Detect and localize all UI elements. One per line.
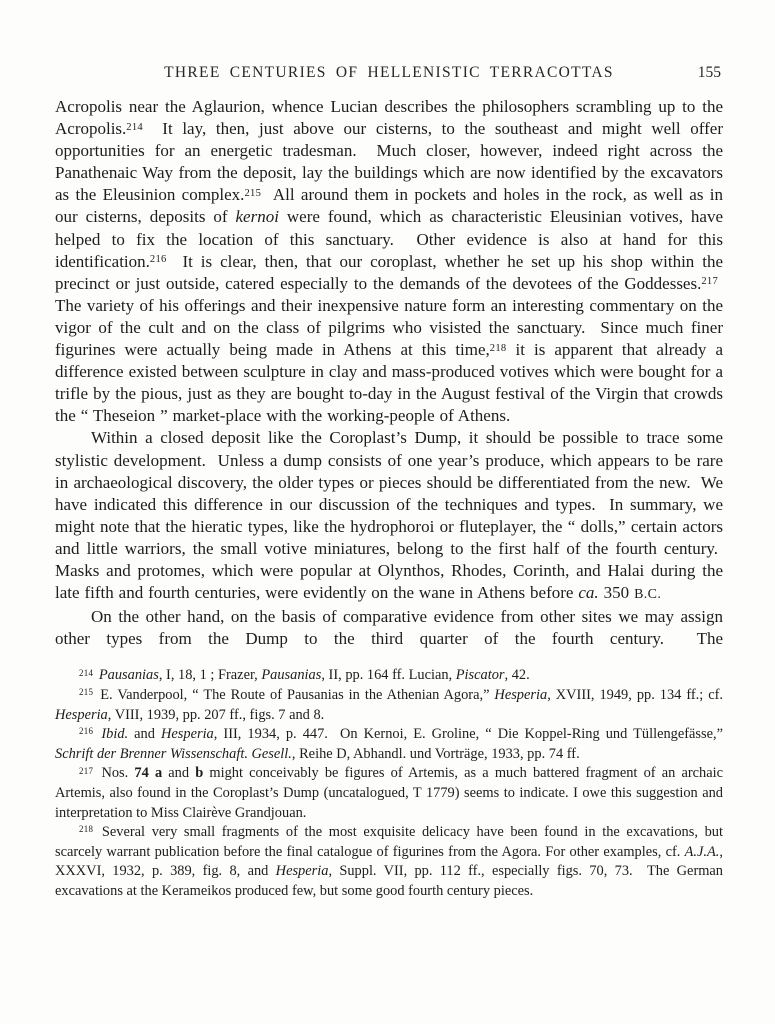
page-header [55,64,723,86]
text-run: and [162,765,196,782]
text-run: Hesperia [55,706,108,723]
text-run: , XXXVI, 1932, p. 389, fig. 8, and [55,843,723,880]
body-paragraph [55,96,723,427]
text-run: Ibid. [101,726,129,743]
text-run: 350 [598,583,635,603]
footnote [55,666,723,686]
footnote [55,823,723,901]
text-run: Nos. [101,765,135,782]
text-run: Acropolis near the Aglaurion, whence Lucian describes the philosophers scrambling up to the Acropolis. [55,97,723,139]
footnote-marker: 216 [79,726,94,737]
text-run: 74 a [134,765,163,782]
footnotes-section [55,666,723,901]
text-run: E. Vanderpool, “ The Route of Pausanias in the Athenian Agora,” [100,686,495,703]
text-run: ca. [578,583,599,603]
text-run: Piscator [455,667,505,684]
footnote-ref: 216 [149,254,167,266]
text-run: Within a closed deposit like the Coroplast’s Dump, it should be possible to trace some stylistic development. Unless a dump consists of one year’s produce, which appears to be rare in archaeological discovery, the older types or pieces should be differentiated from the new. We have indicated this difference in our discussion of the techniques and types. In summary, we might note that the hieratic types, like the hydrophoroi or fluteplayer, the “ dolls,” certain actors and little warriors, the small votive miniatures, belong to the first half of the fourth century. Masks and protomes, which were popular at Olynthos, Rhodes, Corinth, and Halai during the late fifth and fourth centuries, were evidently on the wane in Athens before [55,428,723,603]
text-run: Schrift der Brenner Wissenschaft. Gesell. [55,745,292,762]
text-run: , XVIII, 1949, pp. 134 ff.; cf. [547,686,723,703]
body-paragraph [55,606,723,650]
text-column [55,64,723,901]
text-run: it is apparent that already a difference existed between sculpture in clay and mass-produced votives which were bought for a trifle by the pious, just as they are bought to-day in the August festival of the Virgin that crowds the “ Theseion ” market-place with the working-people of Athens. [55,340,723,426]
text-run: , II, pp. 164 ff. Lucian, [321,667,456,684]
body-text [55,96,723,650]
text-run: were found, which as characteristic Eleusinian votives, have helped to fix the location of this sanctuary. Other evidence is also at hand for this identification. [55,207,723,271]
footnote-marker: 218 [79,824,94,835]
footnote-ref: 217 [701,276,719,288]
text-run: On the other hand, on the basis of comparative evidence from other sites we may assign other types from the Dump to the third quarter of the fourth century. The [55,607,723,649]
text-run: and [128,726,161,743]
text-run: Hesperia [275,863,329,880]
footnote-ref: 215 [244,187,262,199]
footnote-ref: 218 [489,342,507,354]
text-run: , III, 1934, p. 447. On Kernoi, E. Groline, “ Die Koppel-Ring und Tüllengefässe,” [213,726,724,743]
text-run: kernoi [235,207,279,227]
text-run: b [195,765,204,782]
text-run: , 42. [504,667,530,684]
text-run: All around them in pockets and holes in the rock, as well as in our cisterns, deposits of [55,185,723,227]
text-run: Pausanias [98,667,159,684]
text-run: , I, 18, 1 ; Frazer, [158,667,262,684]
footnote-marker: 217 [79,765,94,776]
text-run: It lay, then, just above our cisterns, to the southeast and might well offer opportunities for an energetic tradesman. Much closer, however, indeed right across the Panathenaic Way from the deposit, lay the buildings which are now identified by the excavators as the Eleusinion complex. [55,119,723,205]
text-run: A.J.A. [684,843,720,860]
footnote-marker: 214 [79,667,94,678]
text-run: , VIII, 1939, pp. 207 ff., figs. 7 and 8. [107,706,325,723]
footnote [55,725,723,764]
footnote [55,686,723,725]
text-run: B.C. [634,587,662,603]
text-run: The variety of his offerings and their inexpensive nature form an interesting commentary on the vigor of the cult and on the class of pilgrims who visisted the sanctuary. Since much finer figurines were actually being made in Athens at this time, [55,273,723,360]
body-paragraph [55,427,723,606]
footnote [55,764,723,823]
text-run: Pausanias [261,667,322,684]
text-run: , Reihe D, Abhandl. und Vorträge, 1933, pp. 74 ff. [291,745,580,762]
text-run: Several very small fragments of the most exquisite delicacy have been found in the excavations, but scarcely warrant publication before the final catalogue of figurines from the Agora. For other examples, cf. [55,824,723,860]
text-run: , Suppl. VII, pp. 112 ff., especially figs. 70, 73. The German excavations at the Kerameikos produced few, but some good fourth century pieces. [55,863,724,899]
footnote-marker: 215 [79,687,94,698]
running-head-title: THREE CENTURIES OF HELLENISTIC TERRACOTTAS [164,64,614,81]
text-run: It is clear, then, that our coroplast, whether he set up his shop within the precinct or just outside, catered especially to the demands of the devotees of the Goddesses. [55,251,723,293]
text-run: Hesperia [161,726,214,743]
text-run: might conceivably be figures of Artemis, as a much battered fragment of an archaic Artemis, also found in the Coroplast’s Dump (uncatalogued, T 1779) seems to indicate. I owe this suggestion and interpretation to Miss Clairève Grandjouan. [55,765,723,821]
footnote-ref: 214 [126,121,143,133]
page-number: 155 [697,64,721,81]
text-run: Hesperia [494,686,548,703]
